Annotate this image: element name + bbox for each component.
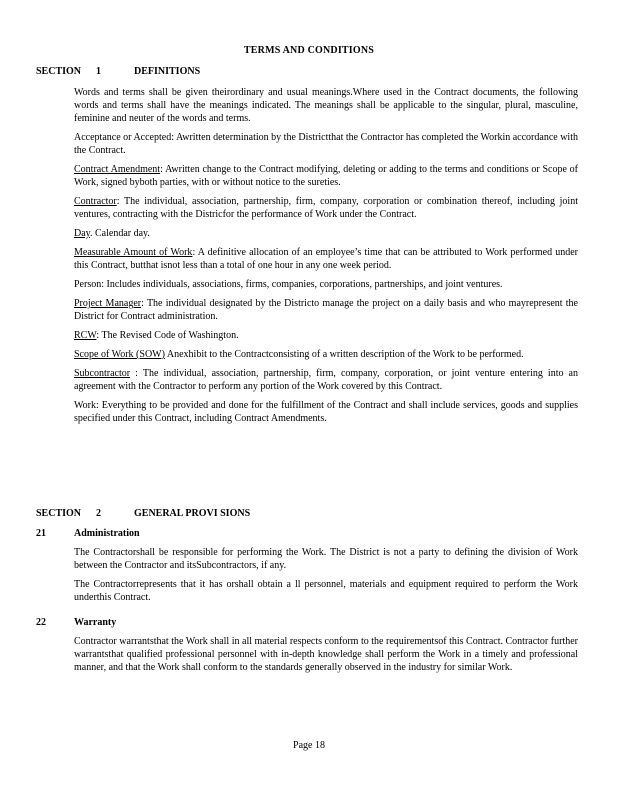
definition-term: Subcontractor — [74, 368, 131, 379]
definitions-list — [74, 131, 578, 425]
definition-item — [74, 131, 578, 157]
page-number: Page 18 — [293, 740, 325, 751]
section-2-heading — [36, 508, 250, 519]
definition-item — [74, 163, 578, 189]
definition-text: . Calendar day. — [90, 228, 150, 239]
definition-text: Everything to be provided and done for the fulfillment of the Contract and shall include services, goods and supplies specified under this Contract, including Contract Amendments. — [74, 400, 578, 424]
definition-text: : A definitive allocation of an employee’s time that can be attributed to Work performed under this Contract, butthat isnot less than a total of one hour in any one week period. — [74, 247, 578, 271]
definition-term: Acceptance or Accepted: — [74, 132, 174, 143]
section-label: SECTION — [36, 66, 82, 77]
definition-item — [74, 329, 578, 342]
definition-item — [74, 297, 578, 323]
definition-item — [74, 348, 578, 361]
subsection-heading-warranty — [36, 617, 116, 628]
definition-term: Day — [74, 228, 91, 239]
definition-text: Includes individuals, associations, firms, companies, corporations, partnerships, and joint ventures. — [104, 279, 503, 290]
subsection-heading-administration — [36, 528, 140, 539]
definition-item — [74, 246, 578, 272]
subsection-title: Warranty — [74, 617, 117, 628]
definition-term: Work: — [74, 400, 99, 411]
definition-item — [74, 227, 578, 240]
paragraph: The Contractorshall be responsible for performing the Work. The District is not a party to defining the division of Work between the Contractor and itsSubcontractors, if any. — [74, 547, 578, 571]
definition-text: Anexhibit to the Contractconsisting of a written description of the Work to be performed. — [164, 349, 524, 360]
definition-term: Person: — [74, 279, 104, 290]
section-title: DEFINITIONS — [134, 66, 201, 77]
definition-item — [74, 399, 578, 425]
subsection-body-administration — [74, 546, 578, 610]
definition-text: : The individual, association, partnership, firm, company, corporation, or joint venture entering into an agreement with the Contractor to perform any portion of the Work covered by this Contract. — [74, 368, 578, 392]
definition-text: : The individual, association, partnership, firm, company, corporation or combination thereof, including joint ventures, contracting with the Districfor the performance of Work under the Contract. — [74, 196, 578, 220]
section-1-heading — [36, 66, 200, 77]
paragraph: Contractor warrantsthat the Work shall in all material respects conform to the requirementsof this Contract. Contractor further warrantsthat qualified professional personnel with in-depth knowledge shall perform the Work in a timely and professional manner, and that the Work shall conform to the standards generally observed in the industry for similar Work. — [74, 636, 578, 673]
section-1-body — [74, 86, 578, 431]
subsection-title: Administration — [74, 528, 140, 539]
definition-item — [74, 195, 578, 221]
definition-term: Contract Amendment — [74, 164, 161, 175]
definition-term: Contractor — [74, 196, 117, 207]
section-label: SECTION — [36, 508, 82, 519]
definition-text: : The Revised Code of Washington. — [96, 330, 239, 341]
definition-text: : Awritten change to the Contract modifying, deleting or adding to the terms and conditions or Scope of Work, signed byboth parties, with or without notice to the sureties. — [74, 164, 579, 188]
subsection-body-warranty — [74, 635, 578, 680]
definition-text: Awritten determination by the Districtthat the Contractor has completed the Workin accordance with the Contract. — [74, 132, 578, 156]
subsection-number: 22 — [36, 617, 46, 628]
paragraph: The Contractorrepresents that it has orshall obtain a ll personnel, materials and equipment required to perform the Work underthis Contract. — [74, 579, 578, 603]
definition-term: Project Manager — [74, 298, 142, 309]
definitions-intro: Words and terms shall be given theirordinary and usual meanings.Where used in the Contract documents, the following words and terms shall have the meanings indicated. The meanings shall be applicable to the singular, plural, masculine, feminine and neuter of the words and terms. — [74, 87, 578, 124]
definition-text: : The individual designated by the Districto manage the project on a daily basis and who mayrepresent the District for Contract administration. — [74, 298, 578, 322]
definition-item — [74, 367, 578, 393]
section-number: 2 — [96, 508, 101, 519]
definition-term: Scope of Work (SOW) — [74, 349, 165, 360]
section-number: 1 — [96, 66, 101, 77]
subsection-number: 21 — [36, 528, 46, 539]
document-title: TERMS AND CONDITIONS — [243, 45, 375, 56]
definition-item — [74, 278, 578, 291]
definition-term: RCW — [74, 330, 97, 341]
definition-term: Measurable Amount of Work — [74, 247, 193, 258]
section-title: GENERAL PROVI SIONS — [134, 508, 251, 519]
